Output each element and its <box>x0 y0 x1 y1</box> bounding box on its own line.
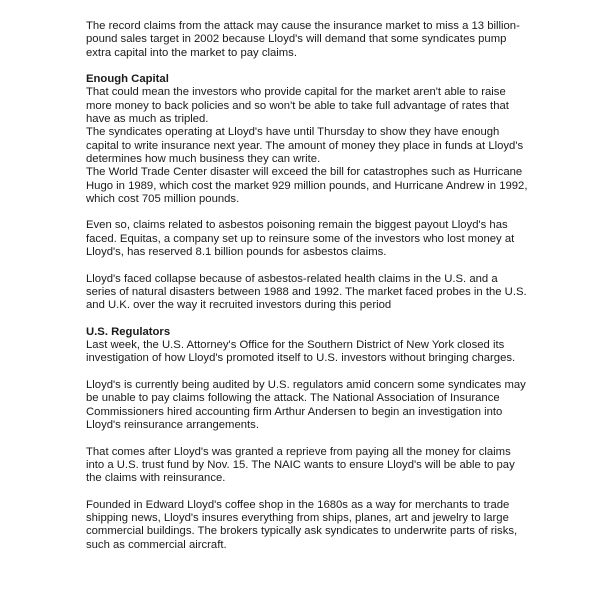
text-line: extra capital into the market to pay claims. <box>86 46 297 59</box>
paragraph-lloyds-collapse <box>86 273 526 313</box>
text-line: have as much as tripled. <box>86 113 209 126</box>
paragraph-spacer <box>86 313 526 326</box>
paragraph-spacer <box>86 432 526 445</box>
text-line: more money to back policies and so won't be able to take full advantage of rates that <box>86 99 509 112</box>
text-line: be unable to pay claims following the attack. The National Association of Insurance <box>86 392 500 405</box>
text-line: investigation of how Lloyd's promoted itself to U.S. investors without bringing charges. <box>86 352 516 365</box>
text-line: shipping news, Lloyd's insures everything from ships, planes, art and jewelry to large <box>86 511 509 524</box>
paragraph-attorney-office <box>86 339 526 366</box>
section-heading-us-regulators: U.S. Regulators <box>86 325 171 338</box>
text-line: Last week, the U.S. Attorney's Office for the Southern District of New York closed its <box>86 339 505 352</box>
paragraph-spacer <box>86 60 526 73</box>
paragraph-spacer <box>86 366 526 379</box>
paragraph-spacer <box>86 206 526 219</box>
text-line: That could mean the investors who provide capital for the market aren't able to raise <box>86 86 506 99</box>
text-line: pound sales target in 2002 because Lloyd's will demand that some syndicates pump <box>86 33 507 46</box>
paragraph-spacer <box>86 485 526 498</box>
text-line: commercial buildings. The brokers typically ask syndicates to underwrite parts of risks, <box>86 525 518 538</box>
paragraph-history <box>86 499 526 552</box>
text-line: Commissioners hired accounting firm Arthur Andersen to begin an investigation into <box>86 405 503 418</box>
text-line: Lloyd's faced collapse because of asbestos-related health claims in the U.S. and a <box>86 272 498 285</box>
text-line: the claims with reinsurance. <box>86 472 226 485</box>
paragraph-spacer <box>86 259 526 272</box>
text-line: series of natural disasters between 1988 and 1992. The market faced probes in the U.S. <box>86 285 527 298</box>
paragraph-reprieve <box>86 446 526 486</box>
text-line: into a U.S. trust fund by Nov. 15. The NAIC wants to ensure Lloyd's will be able to pay <box>86 458 515 471</box>
section-heading-enough-capital: Enough Capital <box>86 73 169 86</box>
paragraph-insurance-market <box>86 20 526 60</box>
text-line: The record claims from the attack may cause the insurance market to miss a 13 billion- <box>86 20 520 32</box>
text-line: That comes after Lloyd's was granted a reprieve from paying all the money for claims <box>86 445 511 458</box>
article-body <box>86 20 526 552</box>
text-line: and U.K. over the way it recruited investors during this period <box>86 299 392 312</box>
text-line: capital to write insurance next year. The amount of money they place in funds at Lloyd's <box>86 139 524 152</box>
text-line: such as commercial aircraft. <box>86 538 227 551</box>
text-line: Even so, claims related to asbestos poisoning remain the biggest payout Lloyd's has <box>86 219 508 232</box>
paragraph-enough-capital <box>86 86 526 206</box>
text-line: Lloyd's, has reserved 8.1 billion pounds for asbestos claims. <box>86 246 387 259</box>
text-line: faced. Equitas, a company set up to reinsure some of the investors who lost money at <box>86 232 515 245</box>
text-line: determines how much business they can write. <box>86 152 321 165</box>
text-line: Founded in Edward Lloyd's coffee shop in the 1680s as a way for merchants to trade <box>86 498 510 511</box>
text-line: The World Trade Center disaster will exceed the bill for catastrophes such as Hurricane <box>86 166 523 179</box>
text-line: Hugo in 1989, which cost the market 929 million pounds, and Hurricane Andrew in 1992, <box>86 179 528 192</box>
paragraph-asbestos-claims <box>86 219 526 259</box>
text-line: Lloyd's is currently being audited by U.S. regulators amid concern some syndicates may <box>86 379 526 392</box>
paragraph-audit <box>86 379 526 432</box>
text-line: which cost 705 million pounds. <box>86 192 240 205</box>
text-line: Lloyd's reinsurance arrangements. <box>86 418 259 431</box>
text-line: The syndicates operating at Lloyd's have until Thursday to show they have enough <box>86 126 500 139</box>
